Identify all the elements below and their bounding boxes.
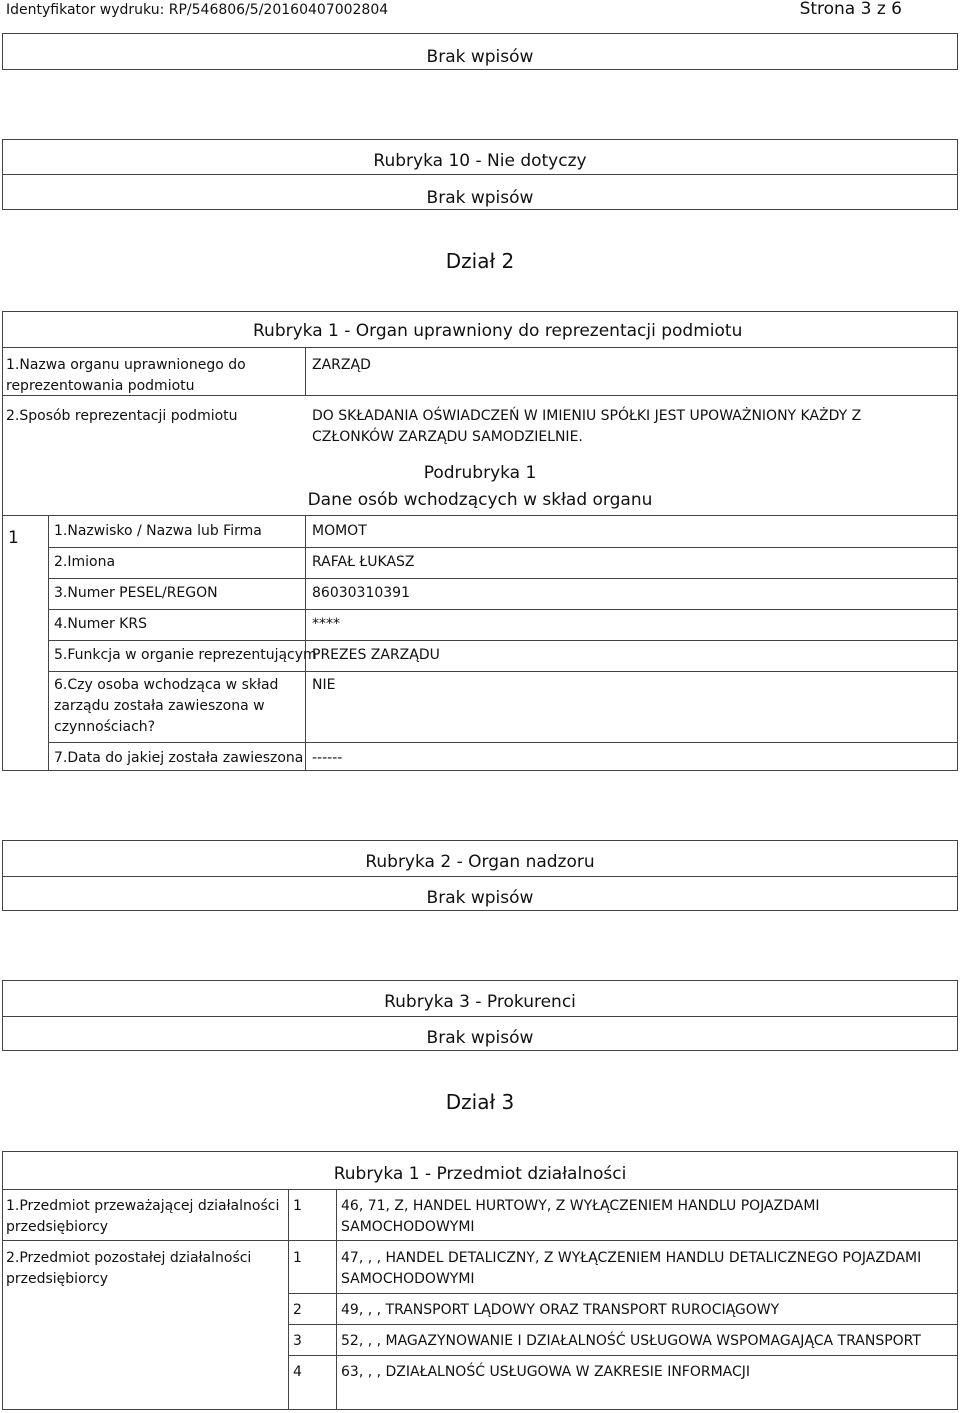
person-suspended-label: 6.Czy osoba wchodząca w skład zarządu została zawieszona w czynnościach? xyxy=(54,677,279,735)
main-activity-label: 1.Przedmiot przeważającej działalności przedsiębiorcy xyxy=(6,1198,280,1235)
no-entries-label: Brak wpisów xyxy=(426,1028,534,1048)
divider xyxy=(2,876,958,877)
person-names-value: RAFAŁ ŁUKASZ xyxy=(312,554,415,570)
person-function-value: PREZES ZARZĄDU xyxy=(312,647,440,663)
other-activity-no: 3 xyxy=(293,1333,302,1349)
divider xyxy=(48,515,49,771)
person-pesel-label: 3.Numer PESEL/REGON xyxy=(54,585,218,601)
person-suspension-date-label: 7.Data do jakiej została zawieszona xyxy=(54,750,304,766)
main-activity-text: 46, 71, Z, HANDEL HURTOWY, Z WYŁĄCZENIEM HANDLU POJAZDAMI SAMOCHODOWYMI xyxy=(341,1198,820,1235)
person-suspension-date-value: ------ xyxy=(312,750,343,766)
representation-label: 2.Sposób reprezentacji podmiotu xyxy=(6,408,238,424)
podrubryka-title: Podrubryka 1 xyxy=(423,463,537,483)
dzial-3-title: Dział 3 xyxy=(445,1090,515,1114)
divider xyxy=(2,1240,958,1241)
rubryka-3-title: Rubryka 3 - Prokurenci xyxy=(384,992,576,1012)
representation-value: DO SKŁADANIA OŚWIADCZEŃ W IMIENIU SPÓŁKI JEST UPOWAŻNIONY KAŻDY Z CZŁONKÓW ZARZĄDU SAMODZIELNIE. xyxy=(312,408,862,445)
organ-name-label: 1.Nazwa organu uprawnionego do reprezentowania podmiotu xyxy=(6,357,246,394)
divider xyxy=(2,174,958,175)
no-entries-label: Brak wpisów xyxy=(426,888,534,908)
organ-name-value: ZARZĄD xyxy=(312,357,371,373)
person-pesel-value: 86030310391 xyxy=(312,585,410,601)
person-krs-value: **** xyxy=(312,616,340,632)
divider xyxy=(2,515,958,516)
other-activity-text: 63, , , DZIAŁALNOŚĆ USŁUGOWA W ZAKRESIE INFORMACJI xyxy=(341,1364,751,1380)
divider xyxy=(288,1293,958,1294)
other-activity-text: 47, , , HANDEL DETALICZNY, Z WYŁĄCZENIEM HANDLU DETALICZNEGO POJAZDAMI SAMOCHODOWYMI xyxy=(341,1250,922,1287)
dzial-2-title: Dział 2 xyxy=(445,249,515,273)
divider xyxy=(48,578,958,579)
divider xyxy=(2,347,958,348)
other-activity-text: 49, , , TRANSPORT LĄDOWY ORAZ TRANSPORT RUROCIĄGOWY xyxy=(341,1302,780,1318)
other-activity-no: 4 xyxy=(293,1364,302,1380)
other-activity-label: 2.Przedmiot pozostałej działalności przedsiębiorcy xyxy=(6,1250,252,1287)
page-number: Strona 3 z 6 xyxy=(799,0,902,19)
person-index: 1 xyxy=(8,528,19,548)
other-activity-text: 52, , , MAGAZYNOWANIE I DZIAŁALNOŚĆ USŁUGOWA WSPOMAGAJĄCA TRANSPORT xyxy=(341,1333,921,1349)
divider xyxy=(48,742,958,743)
person-surname-value: MOMOT xyxy=(312,523,367,539)
no-entries-label: Brak wpisów xyxy=(426,47,534,67)
divider xyxy=(48,609,958,610)
divider xyxy=(48,547,958,548)
divider xyxy=(288,1324,958,1325)
rubryka-2-title: Rubryka 2 - Organ nadzoru xyxy=(365,852,595,872)
person-surname-label: 1.Nazwisko / Nazwa lub Firma xyxy=(54,523,262,539)
divider xyxy=(288,1189,289,1410)
divider xyxy=(288,1355,958,1356)
person-function-label: 5.Funkcja w organie reprezentującym xyxy=(54,647,317,663)
person-names-label: 2.Imiona xyxy=(54,554,116,570)
rubryka-10-title: Rubryka 10 - Nie dotyczy xyxy=(373,151,587,171)
divider xyxy=(48,671,958,672)
other-activity-no: 1 xyxy=(293,1250,302,1266)
main-activity-no: 1 xyxy=(293,1198,302,1214)
divider xyxy=(2,1016,958,1017)
print-id: Identyfikator wydruku: RP/546806/5/20160407002804 xyxy=(6,2,389,18)
divider xyxy=(305,347,306,395)
person-krs-label: 4.Numer KRS xyxy=(54,616,147,632)
person-suspended-value: NIE xyxy=(312,677,336,693)
other-activity-no: 2 xyxy=(293,1302,302,1318)
divider xyxy=(2,1189,958,1190)
no-entries-label: Brak wpisów xyxy=(426,188,534,208)
divider xyxy=(48,640,958,641)
podrubryka-subtitle: Dane osób wchodzących w skład organu xyxy=(307,490,653,510)
przedmiot-dzialalnosci-title: Rubryka 1 - Przedmiot działalności xyxy=(333,1164,627,1184)
divider xyxy=(305,515,306,771)
divider xyxy=(336,1189,337,1410)
rubryka-1-title: Rubryka 1 - Organ uprawniony do reprezentacji podmiotu xyxy=(253,321,743,341)
